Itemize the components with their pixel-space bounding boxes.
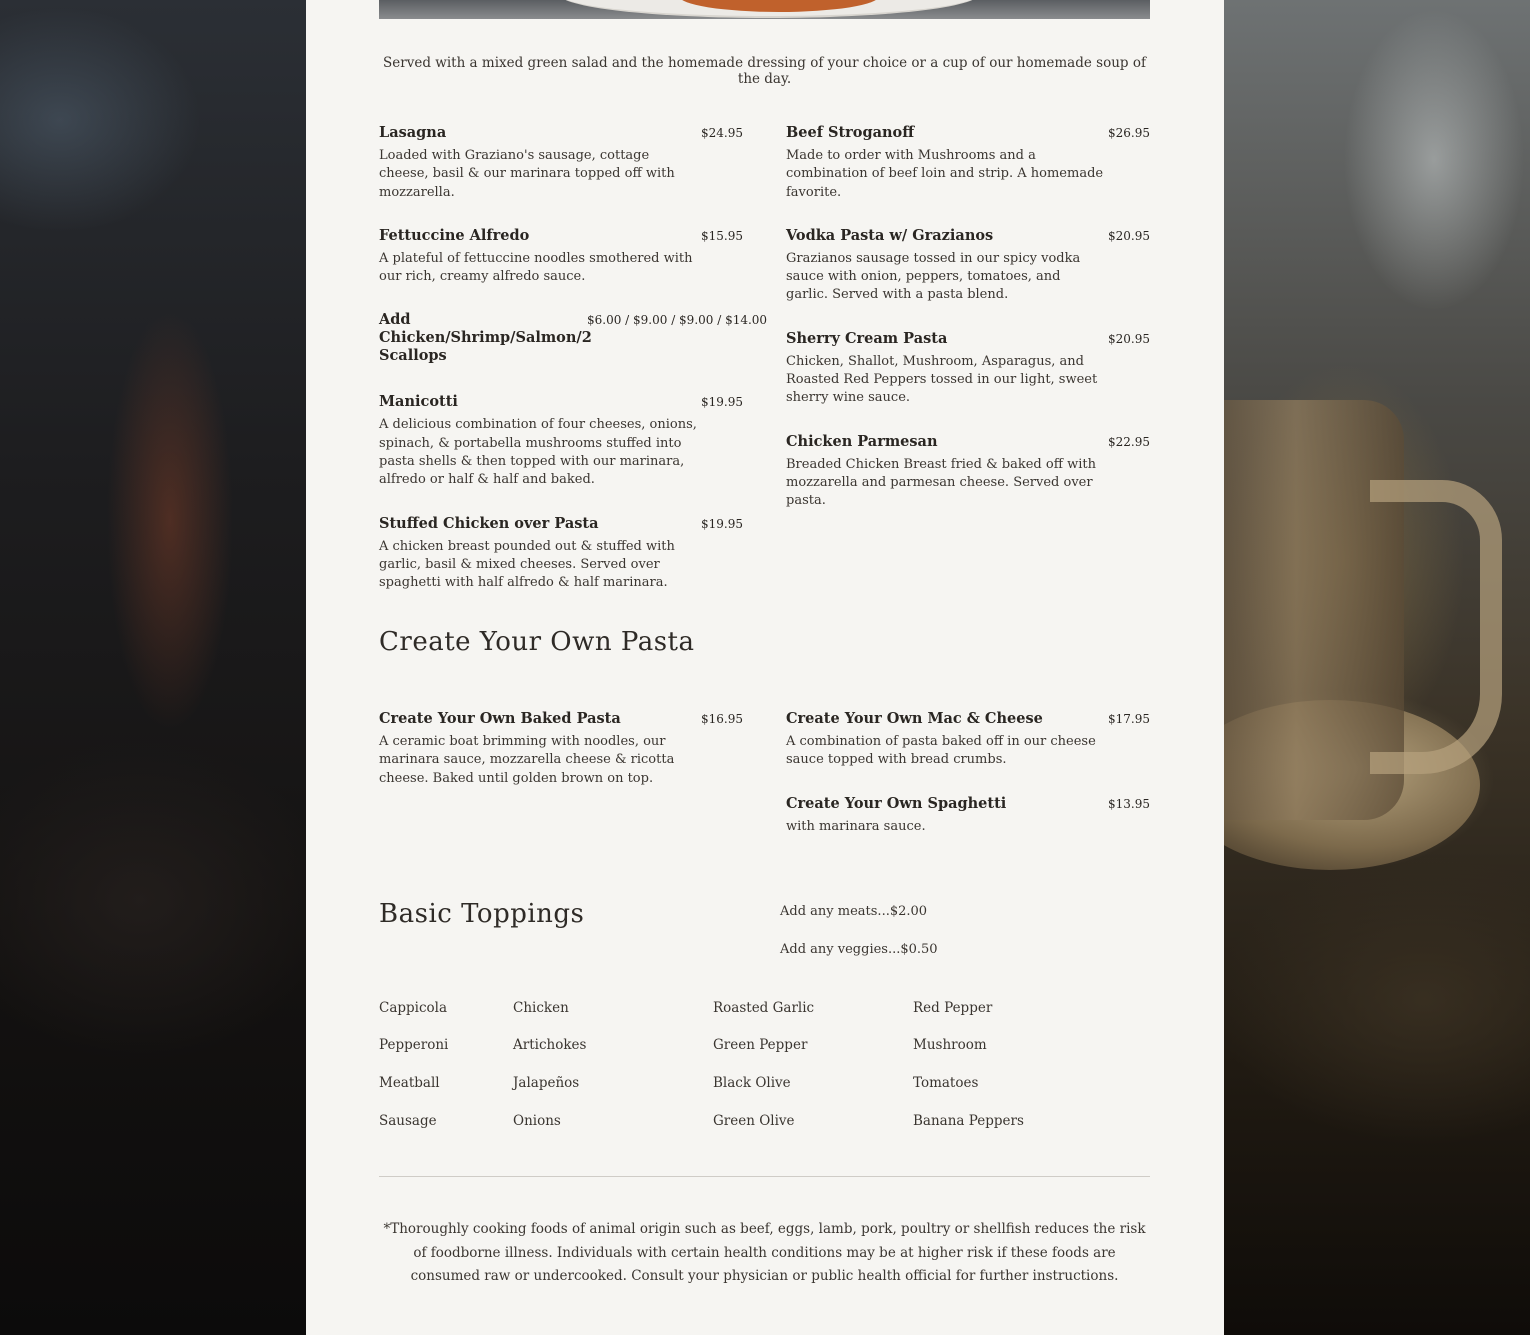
topping-item: Artichokes — [513, 1037, 587, 1053]
item-price: $17.95 — [1108, 712, 1150, 726]
item-description: A plateful of fettuccine noodles smothered with our rich, creamy alfredo sauce. — [379, 250, 693, 285]
menu-item — [786, 227, 1150, 305]
item-description: Breaded Chicken Breast fried & baked off with mozzarella and parmesan cheese. Served over pasta. — [786, 456, 1096, 509]
item-description: Loaded with Graziano's sausage, cottage cheese, basil & our marinara topped off with mozzarella. — [379, 148, 675, 200]
menu-item — [379, 124, 743, 202]
divider — [379, 1176, 1150, 1177]
menu-item — [379, 515, 743, 593]
item-description: Grazianos sausage tossed in our spicy vodka sauce with onion, peppers, tomatoes, and garlic. Served with a pasta blend. — [786, 250, 1081, 303]
item-price: $22.95 — [1108, 434, 1150, 449]
menu-item — [786, 433, 1150, 511]
item-name: Fettuccine Alfredo — [379, 226, 530, 244]
menu-item — [379, 393, 743, 489]
item-price: $19.95 — [701, 516, 743, 531]
item-description: with marinara sauce. — [786, 818, 926, 834]
create-right-column — [786, 710, 1150, 861]
menu-item — [786, 330, 1150, 408]
item-price: $24.95 — [701, 126, 743, 140]
topping-item: Jalapeños — [513, 1075, 580, 1091]
add-veggies-note: Add any veggies...$0.50 — [780, 942, 938, 957]
item-description: A ceramic boat brimming with noodles, our marinara sauce, mozzarella cheese & ricotta cheese. Baked until golden brown on top. — [379, 734, 675, 786]
topping-item: Red Pepper — [913, 1000, 993, 1016]
item-description: A delicious combination of four cheeses, onions, spinach, & portabella mushrooms stuffed into pasta shells & then topped with our marinara, alfredo or half & half and baked. — [379, 417, 697, 488]
menu-item — [786, 124, 1150, 202]
background-left — [0, 0, 306, 1335]
topping-item: Chicken — [513, 1000, 569, 1016]
topping-item: Onions — [513, 1113, 561, 1129]
item-name: Add Chicken/Shrimp/Salmon/2 Scallops — [379, 311, 592, 365]
item-name: Lasagna — [379, 124, 447, 141]
section-title-create-your-own: Create Your Own Pasta — [379, 627, 695, 657]
entrees-left-column — [379, 124, 768, 618]
topping-item: Green Olive — [713, 1113, 795, 1129]
item-price: $6.00 / $9.00 / $9.00 / $14.00 — [587, 313, 768, 328]
item-description: A combination of pasta baked off in our cheese sauce topped with bread crumbs. — [786, 734, 1096, 768]
entrees-right-column — [786, 124, 1150, 536]
menu-panel — [306, 0, 1224, 1335]
item-name: Vodka Pasta w/ Grazianos — [786, 226, 994, 244]
item-price: $26.95 — [1108, 126, 1150, 140]
item-name: Manicotti — [379, 393, 458, 411]
item-name: Stuffed Chicken over Pasta — [379, 514, 599, 532]
topping-item: Cappicola — [379, 1000, 448, 1016]
item-description: Made to order with Mushrooms and a combination of beef loin and strip. A homemade favorite. — [786, 148, 1104, 200]
item-price: $19.95 — [701, 395, 743, 410]
item-name: Create Your Own Baked Pasta — [379, 710, 621, 727]
topping-item: Roasted Garlic — [713, 1000, 815, 1016]
item-price: $20.95 — [1108, 331, 1150, 346]
served-with-note: Served with a mixed green salad and the homemade dressing of your choice or a cup of our homemade soup of the day. — [383, 55, 1146, 87]
add-meats-note: Add any meats...$2.00 — [780, 904, 928, 919]
cup-handle-image — [1370, 480, 1502, 774]
item-price: $13.95 — [1108, 796, 1150, 811]
pasta-hero-image — [379, 0, 1150, 19]
item-name: Create Your Own Mac & Cheese — [786, 710, 1043, 727]
topping-item: Banana Peppers — [913, 1113, 1024, 1129]
item-description: Chicken, Shallot, Mushroom, Asparagus, and Roasted Red Peppers tossed in our light, sweet sherry wine sauce. — [786, 353, 1098, 406]
topping-item: Sausage — [379, 1113, 437, 1129]
item-name: Sherry Cream Pasta — [786, 329, 948, 347]
menu-item — [379, 710, 743, 788]
item-price: $16.95 — [701, 712, 743, 726]
item-price: $20.95 — [1108, 228, 1150, 243]
menu-item-add-protein — [379, 311, 768, 365]
item-name: Chicken Parmesan — [786, 432, 938, 450]
item-price: $15.95 — [701, 228, 743, 243]
topping-item: Mushroom — [913, 1037, 987, 1053]
section-title-basic-toppings: Basic Toppings — [379, 899, 585, 929]
item-description: A chicken breast pounded out & stuffed with garlic, basil & mixed cheeses. Served over spaghetti with half alfredo & half marinara. — [379, 538, 675, 591]
topping-item: Black Olive — [713, 1075, 791, 1091]
item-name: Beef Stroganoff — [786, 124, 915, 141]
food-safety-disclaimer: *Thoroughly cooking foods of animal origin such as beef, eggs, lamb, pork, poultry or shellfish reduces the risk of foodborne illness. Individuals with certain health conditions may be at higher risk if these foods are consumed raw or undercooked. Consult your physician or public health official for further instructions. — [383, 1221, 1146, 1284]
menu-item — [786, 710, 1150, 770]
topping-item: Meatball — [379, 1075, 440, 1091]
topping-item: Green Pepper — [713, 1037, 808, 1053]
menu-item — [379, 227, 743, 287]
create-left-column — [379, 710, 743, 813]
topping-item: Tomatoes — [913, 1075, 979, 1091]
menu-item — [786, 795, 1150, 836]
topping-item: Pepperoni — [379, 1037, 449, 1053]
item-name: Create Your Own Spaghetti — [786, 794, 1007, 812]
